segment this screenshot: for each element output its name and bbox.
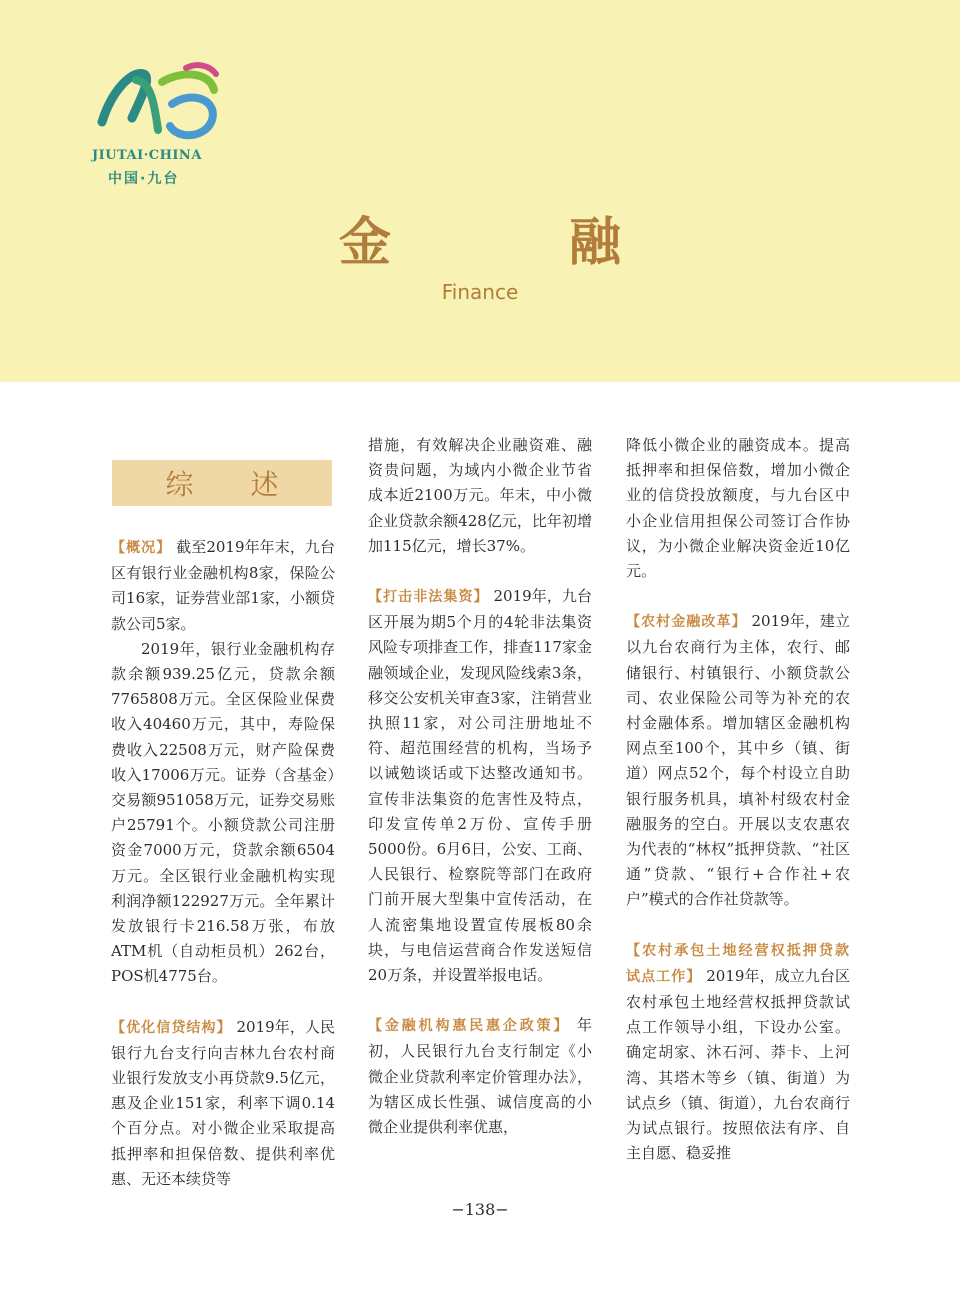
paragraph-land-mortgage-pilot bbox=[626, 938, 850, 1167]
page-number: −138− bbox=[451, 1200, 509, 1219]
paragraph-text: 年初，人民银行九台支行制定《小微企业贷款利率定价管理办法》，为辖区成长性强、诚信度高的小微企业提供利率优惠， bbox=[368, 1016, 592, 1137]
paragraph-text: 2019年，建立以九台农商行为主体，农行、邮储银行、村镇银行、小额贷款公司、农业保险公司等为补充的农村金融体系。增加辖区金融机构网点至100个，其中乡（镇、街道）网点52个，每个村设立自助银行服务机具，填补村级农村金融服务的空白。开展以支农惠农为代表的“林权”抵押贷款、“社区通”贷款、“银行+合作社+农户”模式的合作社贷款等。 bbox=[626, 612, 851, 909]
paragraph-tag: 【优化信贷结构】 bbox=[111, 1019, 232, 1036]
paragraph-credit-structure bbox=[111, 1015, 335, 1192]
logo-chinese-text: 中国·九台 bbox=[108, 171, 180, 187]
section-heading-box bbox=[112, 460, 332, 506]
paragraph-statistics: 2019年，银行业金融机构存款余额939.25亿元，贷款余额7765808万元。全区保险业保费收入40460万元，其中，寿险保费收入22508万元，财产险保费收入17006万元。证券（含基金）交易额951058万元，证券交易账户25791个。小额贷款公司注册资金7000万元，贷款余额6504万元。全区银行业金融机构实现利润净额122927万元。全年累计发放银行卡216.58万张，布放ATM机（自动柜员机）262台，POS机4775台。 bbox=[111, 639, 335, 986]
jiutai-logo bbox=[92, 60, 232, 190]
paragraph-continued: 降低小微企业的融资成本。提高抵押率和担保倍数，增加小微企业的信贷投放额度，与九台区中小企业信用担保公司签订合作协议，为小微企业解决资金近10亿元。 bbox=[626, 436, 850, 581]
section-heading: 综 述 bbox=[165, 468, 303, 501]
header-band bbox=[0, 0, 960, 382]
logo-english-text: JIUTAI·CHINA bbox=[92, 148, 202, 163]
paragraph-text: 2019年，成立九台区农村承包土地经营权抵押贷款试点工作领导小组，下设办公室。确定胡家、沐石河、莽卡、上河湾、其塔木等乡（镇、街道）为试点乡（镇、街道），九台农商行为试点银行。按照依法有序、自主自愿、稳妥推 bbox=[626, 966, 850, 1163]
text-column-1 bbox=[111, 535, 335, 1192]
jiutai-logo-mark bbox=[92, 60, 232, 150]
paragraph-tag: 【农村金融改革】 bbox=[626, 614, 747, 631]
text-column-3 bbox=[626, 433, 850, 1166]
text-column-2 bbox=[368, 433, 592, 1140]
paragraph-text: 2019年，九台区开展为期5个月的4轮非法集资风险专项排查工作，排查117家金融领域企业，发现风险线索3条，移交公安机关审查3家，注销营业执照11家，对公司注册地址不符、超范围经营的机构，当场予以诫勉谈话或下达整改通知书。宣传非法集资的危害性及特点，印发宣传单2万份、宣传手册5000份。6月6日，公安、工商、人民银行、检察院等部门在政府门前开展大型集中宣传活动，在人流密集地设置宣传展板80余块，与电信运营商合作发送短信20万条，并设置举报电话。 bbox=[368, 587, 593, 985]
paragraph-overview bbox=[111, 535, 335, 637]
paragraph-text: 2019年，人民银行九台支行向吉林九台农村商业银行发放支小再贷款9.5亿元，惠及企业151家，利率下调0.14个百分点。对小微企业采取提高抵押率和担保倍数、提供利率优惠、无还本续贷等 bbox=[111, 1017, 336, 1188]
paragraph-tag: 【农村承包土地经营权抵押贷款试点工作】 bbox=[626, 942, 850, 985]
paragraph-continued: 措施，有效解决企业融资难、融资贵问题，为域内小微企业节省成本近2100万元。年末，中小微企业贷款余额428亿元，比年初增加115亿元，增长37%。 bbox=[368, 436, 592, 555]
paragraph-text: 截至2019年年末，九台区有银行业金融机构8家，保险公司16家，证券营业部1家，小额贷款公司5家。 bbox=[111, 538, 335, 633]
paragraph-tag: 【打击非法集资】 bbox=[368, 589, 489, 606]
paragraph-tag: 【金融机构惠民惠企政策】 bbox=[368, 1018, 571, 1035]
paragraph-rural-finance-reform bbox=[626, 609, 850, 912]
paragraph-illegal-fundraising bbox=[368, 584, 592, 988]
page-title: 金 融 bbox=[338, 212, 702, 273]
page-subtitle: Finance bbox=[441, 280, 519, 304]
paragraph-inclusive-policy bbox=[368, 1013, 592, 1140]
paragraph-tag: 【概况】 bbox=[111, 540, 172, 556]
